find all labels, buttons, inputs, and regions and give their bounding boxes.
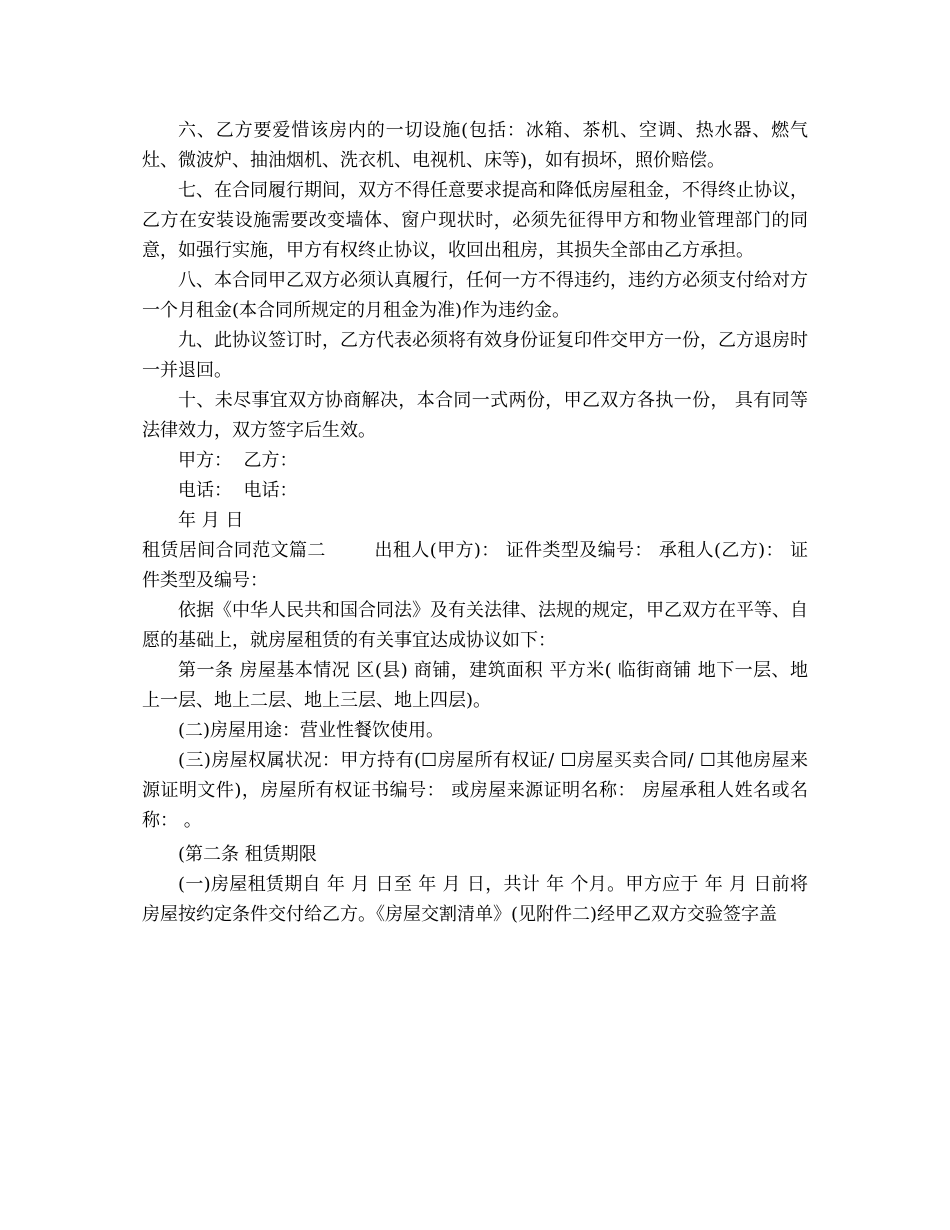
article-1-ownership: (三)房屋权属状况：甲方持有(☐房屋所有权证/ ☐房屋买卖合同/ ☐其他房屋来源证明文件)，房屋所有权证书编号： 或房屋来源证明名称： 房屋承租人姓名或名称： 。 (142, 750, 808, 831)
article-2-term: (一)房屋租赁期自 年 月 日至 年 月 日，共计 年 个月。甲方应于 年 月 日前将房屋按约定条件交付给乙方。《房屋交割清单》(见附件二)经甲乙双方交验签字盖 (142, 874, 808, 925)
article-1-usage: (二)房屋用途：营业性餐饮使用。 (178, 720, 445, 741)
preamble: 依据《中华人民共和国合同法》及有关法律、法规的规定，甲乙双方在平等、自愿的基础上，就房屋租赁的有关事宜达成协议如下： (142, 600, 808, 651)
section-heading-contract-2: 租赁居间合同范文篇二 出租人(甲方)： 证件类型及编号： 承租人(乙方)： 证件类型及编号： (142, 540, 808, 591)
clause-10: 十、未尽事宜双方协商解决，本合同一式两份，甲乙双方各执一份， 具有同等法律效力，双方签字后生效。 (142, 390, 808, 441)
document-page (142, 116, 808, 930)
clause-6: 六、乙方要爱惜该房内的一切设施(包括：冰箱、茶机、空调、热水器、燃气灶、微波炉、抽油烟机、洗衣机、电视机、床等)，如有损坏，照价赔偿。 (142, 120, 808, 171)
signature-party-line: 甲方： 乙方： (178, 450, 298, 471)
article-2-heading: (第二条 租赁期限 (178, 844, 317, 865)
clause-8: 八、本合同甲乙双方必须认真履行，任何一方不得违约，违约方必须支付给对方一个月租金(本合同所规定的月租金为准)作为违约金。 (142, 270, 808, 321)
phone-line: 电话： 电话： (178, 480, 298, 501)
clause-7: 七、在合同履行期间，双方不得任意要求提高和降低房屋租金，不得终止协议，乙方在安装设施需要改变墙体、窗户现状时，必须先征得甲方和物业管理部门的同意，如强行实施，甲方有权终止协议，收回出租房，其损失全部由乙方承担。 (142, 180, 808, 261)
article-1: 第一条 房屋基本情况 区(县) 商铺，建筑面积 平方米( 临街商铺 地下一层、地上一层、地上二层、地上三层、地上四层)。 (142, 660, 808, 711)
date-line: 年 月 日 (178, 510, 244, 531)
clause-9: 九、此协议签订时，乙方代表必须将有效身份证复印件交甲方一份，乙方退房时一并退回。 (142, 330, 808, 381)
